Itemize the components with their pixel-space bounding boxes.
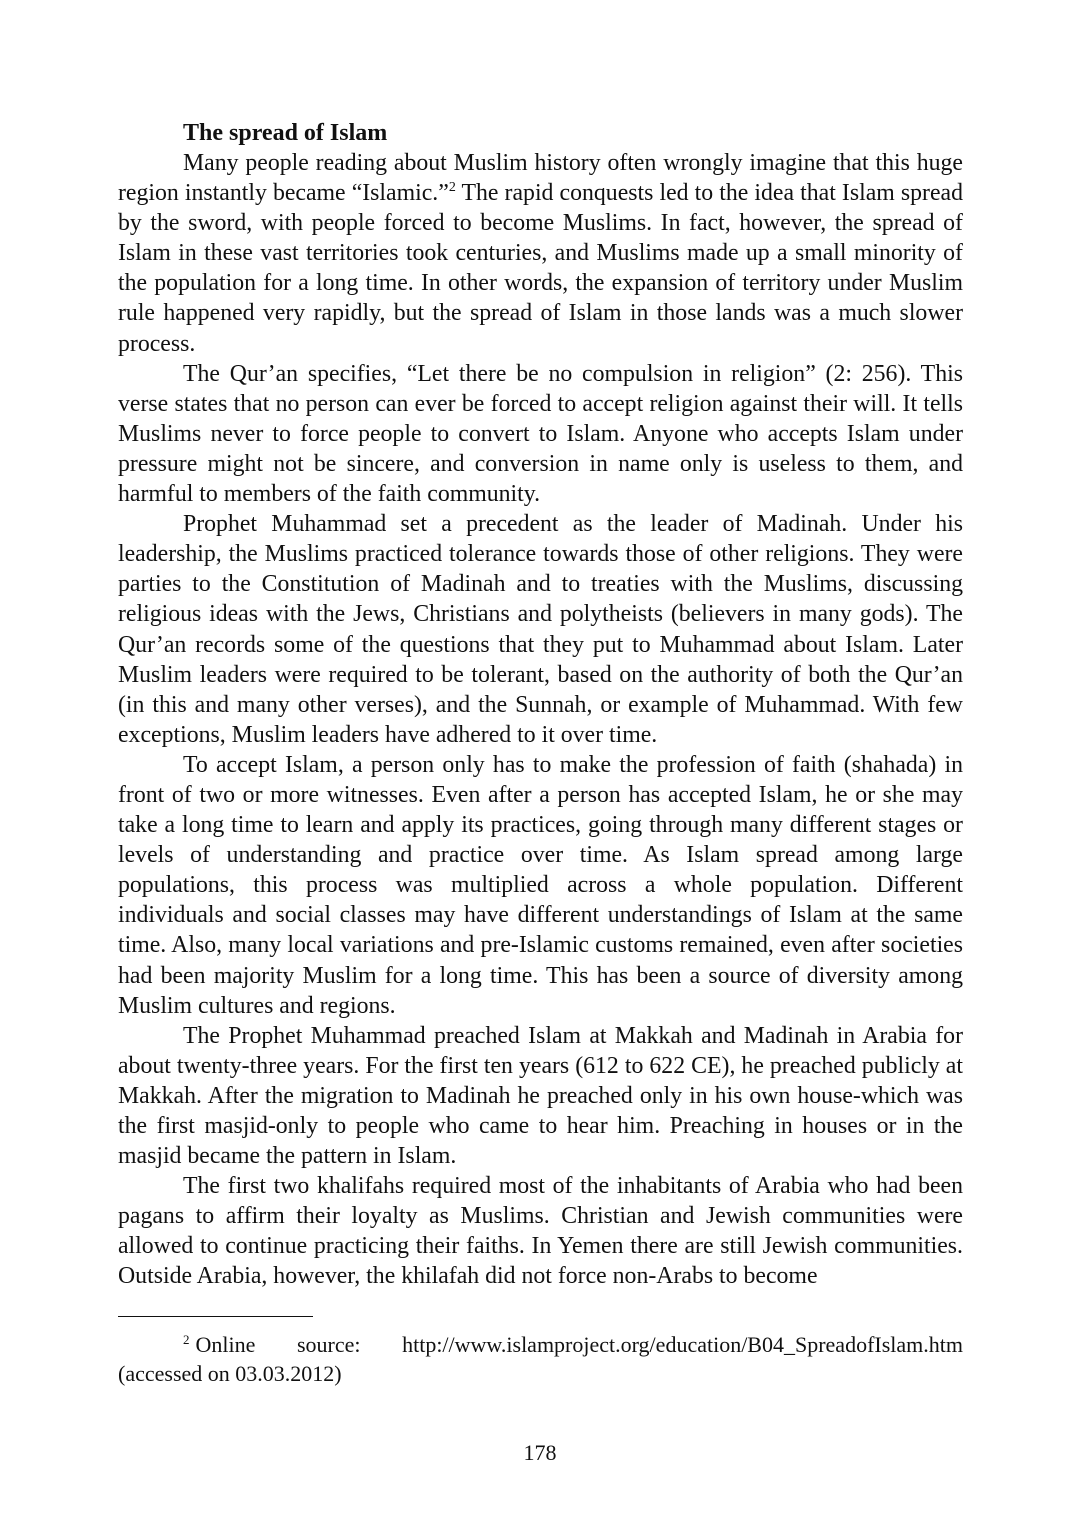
paragraph-2: The Qur’an specifies, “Let there be no compulsion in religion” (2: 256). This verse states that no person can ever be forced to accept religion against their will. It tells Muslims never to force people to convert to Islam. Anyone who accepts Islam under pressure might not be sincere, and conversion in name only is useless to them, and harmful to members of the faith community. xyxy=(118,360,963,508)
paragraph-4: To accept Islam, a person only has to make the profession of faith (shahada) in front of two or more witnesses. Even after a person has accepted Islam, he or she may take a long time to learn and apply its practices, going through many different stages or levels of understanding and practice over time. As Islam spread among large populations, this process was multiplied across a whole population. Different individuals and social classes may have different understandings of Islam at the same time. Also, many local variations and pre-Islamic customs remained, even after societies had been majority Muslim for a long time. This has been a source of diversity among Muslim cultures and regions. xyxy=(118,751,963,1019)
footnote-text: Online source: http://www.islamproject.org/education/B04_SpreadofIslam.htm (accessed on 03.03.2012) xyxy=(118,1332,963,1386)
page-body xyxy=(118,118,963,1292)
paragraph-1 xyxy=(118,148,963,359)
page-number: 178 xyxy=(523,1440,557,1465)
footnote-reference[interactable]: 2 xyxy=(448,180,456,196)
section-heading: The spread of Islam xyxy=(183,120,388,146)
paragraph-1-text-a: Many people reading about Muslim history often wrongly imagine that this huge region instantly became “Islamic.” xyxy=(118,150,963,207)
footnote-number: 2 xyxy=(183,1331,190,1347)
footnote xyxy=(118,1330,963,1388)
paragraph-6: The first two khalifahs required most of the inhabitants of Arabia who had been pagans to affirm their loyalty as Muslims. Christian and Jewish communities were allowed to continue practicing their faiths. In Yemen there are still Jewish communities. Outside Arabia, however, the khilafah did not force non-Arabs to become xyxy=(118,1173,963,1290)
paragraph-3: Prophet Muhammad set a precedent as the leader of Madinah. Under his leadership, the Muslims practiced tolerance towards those of other religions. They were parties to the Constitution of Madinah and to treaties with the Muslims, discussing religious ideas with the Jews, Christians and polytheists (believers in many gods). The Qur’an records some of the questions that they put to Muhammad about Islam. Later Muslim leaders were required to be tolerant, based on the authority of both the Qur’an (in this and many other verses), and the Sunnah, or example of Muhammad. With few exceptions, Muslim leaders have adhered to it over time. xyxy=(118,511,963,748)
paragraph-5: The Prophet Muhammad preached Islam at Makkah and Madinah in Arabia for about twenty-three years. For the first ten years (612 to 622 CE), he preached publicly at Makkah. After the migration to Madinah he preached only in his own house-which was the first masjid-only to people who came to hear him. Preaching in houses or in the masjid became the pattern in Islam. xyxy=(118,1022,963,1170)
paragraph-1-text-b: The rapid conquests led to the idea that Islam spread by the sword, with people forced to become Muslims. In fact, however, the spread of Islam in these vast territories took centuries, and Muslims made up a small minority of the population for a long time. In other words, the expansion of territory under Muslim rule happened very rapidly, but the spread of Islam in those lands was a much slower process. xyxy=(118,180,963,357)
footnote-divider xyxy=(118,1316,313,1317)
